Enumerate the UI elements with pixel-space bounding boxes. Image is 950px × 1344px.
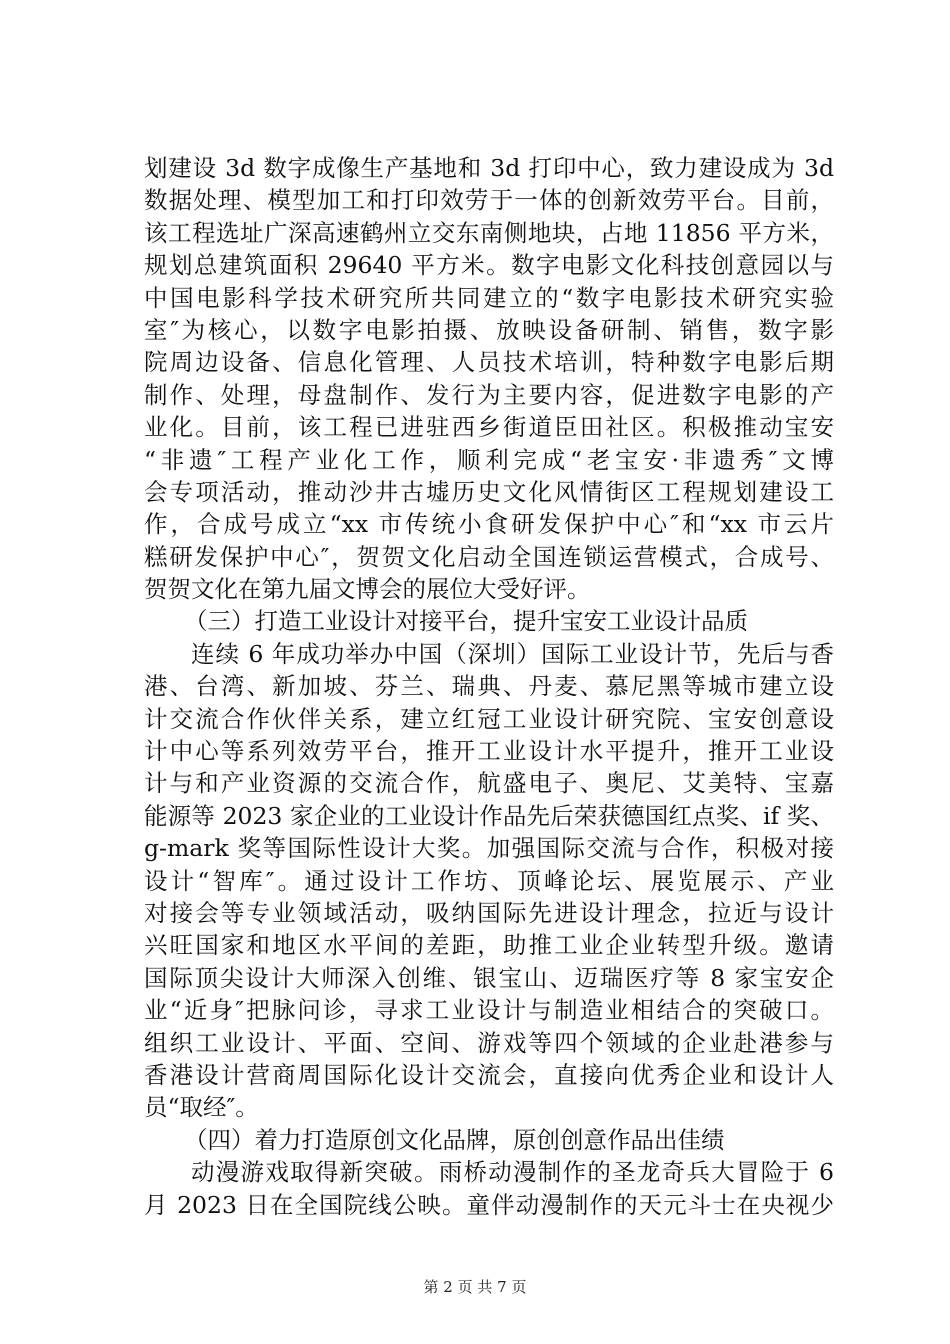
text-line: 港、台湾、新加坡、芬兰、瑞典、丹麦、慕尼黑等城市建立设 <box>144 672 834 701</box>
text-line: 计与和产业资源的交流合作，航盛电子、奥尼、艾美特、宝嘉 <box>144 769 834 798</box>
text-line: 室″为核心，以数字电影拍摄、放映设备研制、销售，数字影 <box>144 315 834 344</box>
text-line: 院周边设备、信息化管理、人员技术培训，特种数字电影后期 <box>144 348 834 377</box>
text-line: 对接会等专业领域活动，吸纳国际先进设计理念，拉近与设计 <box>144 898 834 927</box>
text-line: 连续 6 年成功举办中国（深圳）国际工业设计节，先后与香 <box>191 639 834 668</box>
text-line: 计中心等系列效劳平台，推开工业设计水平提升，推开工业设 <box>144 737 834 766</box>
text-line: 计交流合作伙伴关系，建立红冠工业设计研究院、宝安创意设 <box>144 704 834 733</box>
text-line: 会专项活动，推动沙井古墟历史文化风情街区工程规划建设工 <box>144 477 834 506</box>
text-line: 设计“智库″。通过设计工作坊、顶峰论坛、展览展示、产业 <box>144 866 834 895</box>
text-line: g-mark 奖等国际性设计大奖。加强国际交流与合作，积极对接 <box>144 834 834 863</box>
section-heading: （四）着力打造原创文化品牌，原创创意作品出佳绩 <box>184 1125 725 1154</box>
text-line: 动漫游戏取得新突破。雨桥动漫制作的圣龙奇兵大冒险于 6 <box>191 1158 834 1187</box>
text-line: 国际顶尖设计大师深入创维、银宝山、迈瑞医疗等 8 家宝安企 <box>144 963 834 992</box>
text-line: 作，合成号成立“xx 市传统小食研发保护中心″和“xx 市云片 <box>144 510 834 539</box>
text-line: 月 2023 日在全国院线公映。童伴动漫制作的天元斗士在央视少 <box>144 1190 834 1219</box>
text-line: 该工程选址广深高速鹤州立交东南侧地块，占地 11856 平方米， <box>144 218 834 247</box>
text-line: 划建设 3d 数字成像生产基地和 3d 打印中心，致力建设成为 3d <box>144 154 834 182</box>
text-line: 数据处理、模型加工和打印效劳于一体的创新效劳平台。目前， <box>144 186 834 215</box>
text-line: 业“近身″把脉问诊，寻求工业设计与制造业相结合的突破口。 <box>144 996 834 1025</box>
text-line: 能源等 2023 家企业的工业设计作品先后荣获德国红点奖、if 奖、 <box>144 801 834 830</box>
body-text <box>144 152 834 1221</box>
page-footer: 第 2 页 共 7 页 <box>423 1278 527 1296</box>
text-line: “非遗″工程产业化工作，顺利完成“老宝安·非遗秀″文博 <box>144 445 834 474</box>
text-line: 业化。目前，该工程已进驻西乡街道臣田社区。积极推动宝安 <box>144 413 834 442</box>
text-line: 中国电影科学技术研究所共同建立的“数字电影技术研究实验 <box>144 283 834 312</box>
text-line: 组织工业设计、平面、空间、游戏等四个领域的企业赴港参与 <box>144 1028 834 1057</box>
text-line: 规划总建筑面积 29640 平方米。数字电影文化科技创意园以与 <box>144 251 834 280</box>
text-line: 贺贺文化在第九届文博会的展位大受好评。 <box>144 575 591 604</box>
section-heading: （三）打造工业设计对接平台，提升宝安工业设计品质 <box>184 607 748 636</box>
text-line: 制作、处理，母盘制作、发行为主要内容，促进数字电影的产 <box>144 380 834 409</box>
text-line: 香港设计营商周国际化设计交流会，直接向优秀企业和设计人 <box>144 1060 834 1089</box>
text-line: 糕研发保护中心″，贺贺文化启动全国连锁运营模式，合成号、 <box>144 542 834 571</box>
text-line: 兴旺国家和地区水平间的差距，助推工业企业转型升级。邀请 <box>144 931 834 960</box>
text-line: 员“取经″。 <box>144 1093 259 1122</box>
